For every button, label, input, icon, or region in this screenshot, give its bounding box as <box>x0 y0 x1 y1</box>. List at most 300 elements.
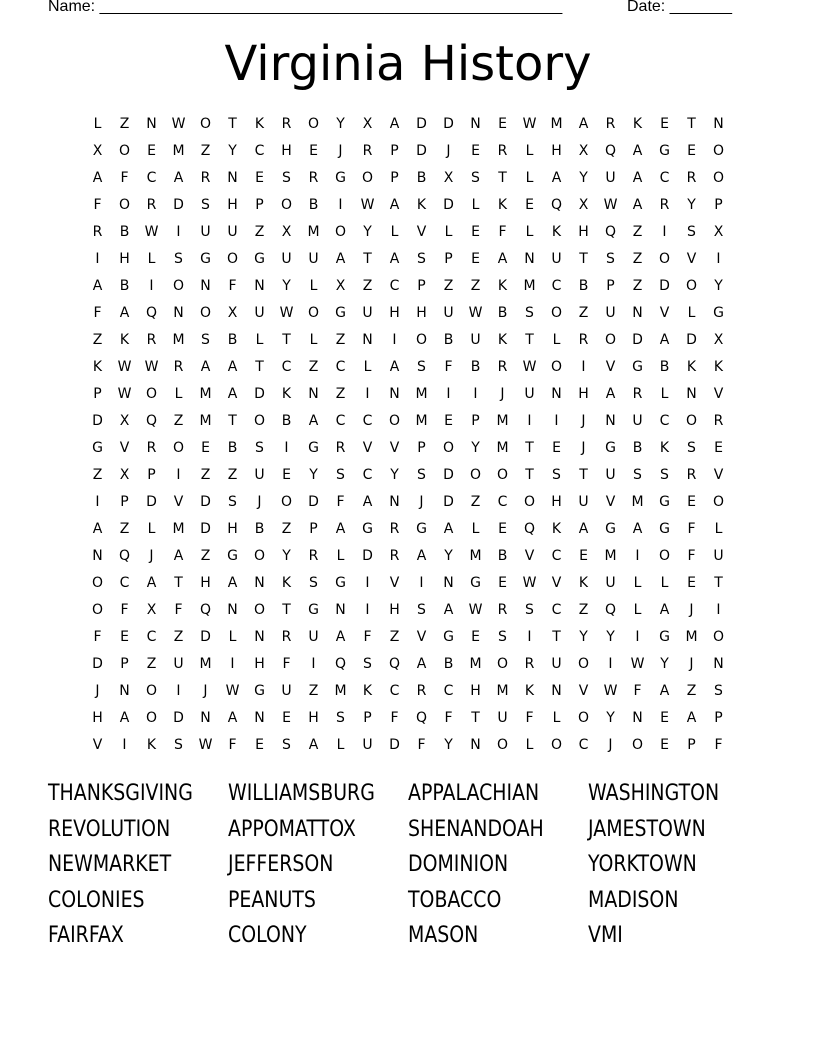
grid-letter: V <box>119 440 130 456</box>
grid-letter: R <box>146 332 157 348</box>
grid-letter: E <box>579 548 588 564</box>
grid-letter: O <box>550 305 563 321</box>
grid-letter: E <box>120 629 129 645</box>
letter-grid <box>84 113 732 761</box>
grid-letter: P <box>471 413 480 429</box>
grid-letter: Y <box>660 656 669 672</box>
grid-letter: L <box>309 332 318 348</box>
grid-letter: H <box>308 710 319 726</box>
grid-letter: J <box>338 143 343 159</box>
grid-letter: R <box>92 224 103 240</box>
grid-letter: M <box>469 656 482 672</box>
grid-letter: B <box>227 332 238 348</box>
grid-letter: Q <box>334 656 347 672</box>
grid-letter: Z <box>578 305 589 321</box>
grid-letter: A <box>578 521 589 537</box>
word-list-item: REVOLUTION <box>48 816 171 842</box>
grid-letter: A <box>335 251 346 267</box>
grid-letter: O <box>523 494 536 510</box>
grid-letter: T <box>552 629 561 645</box>
grid-letter: F <box>390 710 399 726</box>
word-list-item: MASON <box>408 923 479 949</box>
grid-letter: S <box>417 251 426 267</box>
grid-letter: Y <box>336 116 345 132</box>
grid-letter: O <box>118 197 131 213</box>
grid-letter: W <box>117 359 132 375</box>
grid-letter: H <box>389 602 400 618</box>
grid-letter: R <box>308 170 319 186</box>
grid-letter: E <box>282 710 291 726</box>
grid-letter: D <box>686 332 697 348</box>
grid-letter: O <box>307 116 320 132</box>
grid-row <box>84 302 732 329</box>
grid-letter: A <box>362 494 373 510</box>
grid-letter: M <box>172 521 185 537</box>
grid-letter: Z <box>335 332 346 348</box>
grid-letter: M <box>199 413 212 429</box>
grid-letter: F <box>687 548 696 564</box>
grid-letter: M <box>172 143 185 159</box>
grid-letter: Y <box>606 629 615 645</box>
grid-letter: O <box>307 305 320 321</box>
grid-letter: Z <box>632 251 643 267</box>
grid-letter: B <box>659 359 670 375</box>
grid-letter: F <box>93 197 102 213</box>
grid-letter: K <box>254 116 265 132</box>
grid-letter: P <box>255 197 264 213</box>
grid-letter: O <box>712 494 725 510</box>
grid-letter: M <box>307 224 320 240</box>
grid-letter: O <box>631 737 644 753</box>
grid-letter: G <box>443 629 454 645</box>
grid-letter: G <box>713 305 724 321</box>
grid-letter: R <box>146 197 157 213</box>
grid-letter: G <box>308 440 319 456</box>
grid-letter: M <box>172 332 185 348</box>
grid-letter: L <box>390 224 399 240</box>
grid-letter: Z <box>470 494 481 510</box>
grid-letter: P <box>444 251 453 267</box>
grid-row <box>84 545 732 572</box>
grid-row <box>84 329 732 356</box>
grid-letter: S <box>282 170 291 186</box>
grid-letter: J <box>689 656 694 672</box>
grid-letter: Z <box>308 683 319 699</box>
grid-letter: O <box>550 737 563 753</box>
grid-letter: E <box>660 710 669 726</box>
grid-letter: K <box>281 386 292 402</box>
grid-letter: C <box>119 575 130 591</box>
grid-letter: S <box>417 467 426 483</box>
grid-letter: K <box>578 575 589 591</box>
grid-letter: O <box>388 413 401 429</box>
grid-letter: M <box>415 413 428 429</box>
grid-letter: C <box>362 467 373 483</box>
grid-letter: E <box>444 413 453 429</box>
grid-row <box>84 113 732 140</box>
grid-row <box>84 221 732 248</box>
grid-letter: O <box>145 386 158 402</box>
grid-letter: N <box>308 386 319 402</box>
grid-letter: A <box>632 170 643 186</box>
grid-letter: L <box>714 521 723 537</box>
grid-letter: Y <box>282 278 291 294</box>
grid-letter: B <box>227 440 238 456</box>
grid-letter: C <box>146 629 157 645</box>
grid-letter: U <box>605 305 616 321</box>
grid-letter: P <box>120 656 129 672</box>
grid-letter: G <box>308 602 319 618</box>
grid-letter: N <box>254 710 265 726</box>
grid-row <box>84 194 732 221</box>
grid-letter: L <box>633 575 642 591</box>
grid-letter: M <box>685 629 698 645</box>
grid-letter: H <box>92 710 103 726</box>
grid-letter: V <box>605 494 616 510</box>
grid-letter: N <box>551 386 562 402</box>
grid-letter: I <box>635 548 640 564</box>
grid-letter: O <box>496 656 509 672</box>
grid-letter: J <box>581 440 586 456</box>
word-list-item: NEWMARKET <box>48 852 172 878</box>
grid-letter: W <box>630 656 645 672</box>
word-list-item: FAIRFAX <box>48 923 124 949</box>
grid-letter: N <box>551 683 562 699</box>
grid-letter: P <box>714 710 723 726</box>
grid-letter: Y <box>444 548 453 564</box>
grid-letter: G <box>659 629 670 645</box>
grid-letter: Q <box>388 656 401 672</box>
word-list-item: VMI <box>588 923 623 949</box>
grid-letter: N <box>470 737 481 753</box>
grid-letter: G <box>605 440 616 456</box>
grid-letter: D <box>200 521 211 537</box>
grid-letter: U <box>578 494 589 510</box>
grid-row <box>84 410 732 437</box>
grid-letter: F <box>363 629 372 645</box>
grid-letter: U <box>254 305 265 321</box>
grid-letter: G <box>470 575 481 591</box>
grid-letter: S <box>687 224 696 240</box>
grid-letter: A <box>308 413 319 429</box>
grid-letter: G <box>200 251 211 267</box>
grid-letter: V <box>92 737 103 753</box>
grid-letter: S <box>417 359 426 375</box>
grid-letter: D <box>200 494 211 510</box>
grid-letter: N <box>119 683 130 699</box>
grid-letter: C <box>281 359 292 375</box>
grid-letter: Q <box>604 224 617 240</box>
grid-letter: V <box>416 224 427 240</box>
grid-letter: H <box>578 386 589 402</box>
grid-letter: C <box>335 359 346 375</box>
grid-letter: W <box>225 683 240 699</box>
grid-letter: A <box>146 575 157 591</box>
grid-letter: I <box>527 413 532 429</box>
word-list-item: MADISON <box>588 887 679 913</box>
grid-letter: Z <box>173 413 184 429</box>
word-list-item: COLONIES <box>48 887 145 913</box>
grid-letter: L <box>174 386 183 402</box>
grid-letter: F <box>282 656 291 672</box>
grid-letter: D <box>92 413 103 429</box>
grid-letter: J <box>581 413 586 429</box>
grid-letter: Q <box>523 521 536 537</box>
grid-letter: Y <box>444 737 453 753</box>
grid-letter: C <box>497 494 508 510</box>
grid-letter: I <box>392 332 397 348</box>
grid-letter: O <box>253 548 266 564</box>
grid-row <box>84 653 732 680</box>
grid-letter: N <box>362 332 373 348</box>
grid-letter: A <box>92 521 103 537</box>
grid-letter: T <box>282 602 291 618</box>
grid-letter: S <box>417 602 426 618</box>
grid-letter: A <box>389 197 400 213</box>
grid-letter: Z <box>686 683 697 699</box>
grid-letter: D <box>92 656 103 672</box>
grid-letter: L <box>552 710 561 726</box>
grid-letter: F <box>444 359 453 375</box>
grid-letter: Y <box>363 224 372 240</box>
grid-letter: M <box>496 413 509 429</box>
grid-letter: A <box>119 710 130 726</box>
grid-row <box>84 734 732 761</box>
grid-letter: H <box>119 251 130 267</box>
grid-letter: C <box>551 548 562 564</box>
grid-letter: K <box>551 224 562 240</box>
grid-letter: Y <box>471 440 480 456</box>
grid-letter: M <box>415 386 428 402</box>
grid-row <box>84 491 732 518</box>
grid-letter: F <box>93 629 102 645</box>
grid-letter: Z <box>470 278 481 294</box>
grid-letter: O <box>334 224 347 240</box>
grid-letter: A <box>227 386 238 402</box>
grid-letter: F <box>336 494 345 510</box>
grid-letter: T <box>579 467 588 483</box>
grid-letter: N <box>92 548 103 564</box>
grid-letter: W <box>603 683 618 699</box>
grid-letter: K <box>146 737 157 753</box>
grid-letter: P <box>147 467 156 483</box>
grid-letter: T <box>687 116 696 132</box>
grid-letter: U <box>605 467 616 483</box>
grid-letter: C <box>389 683 400 699</box>
grid-letter: L <box>552 332 561 348</box>
grid-letter: Z <box>281 521 292 537</box>
grid-letter: Z <box>200 143 211 159</box>
grid-letter: Q <box>199 602 212 618</box>
grid-letter: N <box>254 629 265 645</box>
grid-letter: X <box>578 143 589 159</box>
grid-letter: N <box>389 494 400 510</box>
grid-letter: R <box>632 386 643 402</box>
grid-letter: W <box>171 116 186 132</box>
grid-letter: F <box>525 710 534 726</box>
grid-letter: U <box>227 224 238 240</box>
grid-letter: Z <box>308 359 319 375</box>
grid-letter: A <box>173 170 184 186</box>
grid-letter: L <box>336 548 345 564</box>
grid-letter: F <box>687 521 696 537</box>
grid-letter: H <box>551 494 562 510</box>
grid-letter: X <box>119 413 130 429</box>
grid-letter: O <box>145 710 158 726</box>
grid-letter: I <box>176 467 181 483</box>
grid-letter: U <box>551 251 562 267</box>
grid-letter: S <box>660 467 669 483</box>
grid-letter: C <box>254 143 265 159</box>
grid-letter: A <box>92 278 103 294</box>
grid-letter: N <box>713 656 724 672</box>
grid-letter: F <box>417 737 426 753</box>
grid-letter: C <box>551 278 562 294</box>
grid-letter: J <box>257 494 262 510</box>
grid-letter: F <box>120 602 129 618</box>
grid-letter: Z <box>362 278 373 294</box>
grid-letter: Z <box>578 602 589 618</box>
grid-letter: W <box>198 737 213 753</box>
grid-letter: B <box>308 197 319 213</box>
grid-letter: G <box>605 521 616 537</box>
grid-letter: D <box>443 467 454 483</box>
grid-letter: R <box>497 143 508 159</box>
grid-letter: D <box>416 116 427 132</box>
grid-letter: L <box>147 521 156 537</box>
grid-letter: L <box>525 737 534 753</box>
grid-letter: D <box>443 197 454 213</box>
grid-letter: H <box>470 683 481 699</box>
grid-letter: L <box>336 737 345 753</box>
grid-letter: B <box>443 656 454 672</box>
grid-letter: J <box>608 737 613 753</box>
grid-letter: I <box>149 278 154 294</box>
grid-letter: Z <box>146 656 157 672</box>
grid-letter: G <box>254 683 265 699</box>
grid-letter: Q <box>550 197 563 213</box>
grid-letter: W <box>144 359 159 375</box>
grid-letter: H <box>578 224 589 240</box>
grid-letter: B <box>470 359 481 375</box>
grid-letter: X <box>227 305 238 321</box>
grid-letter: L <box>93 116 102 132</box>
grid-letter: A <box>632 521 643 537</box>
grid-letter: C <box>335 413 346 429</box>
grid-letter: A <box>389 116 400 132</box>
grid-letter: H <box>281 143 292 159</box>
grid-letter: A <box>227 575 238 591</box>
grid-letter: A <box>632 197 643 213</box>
grid-letter: T <box>714 575 723 591</box>
grid-letter: H <box>389 305 400 321</box>
grid-letter: I <box>365 575 370 591</box>
grid-letter: I <box>311 656 316 672</box>
grid-letter: Q <box>145 305 158 321</box>
grid-letter: R <box>497 602 508 618</box>
grid-letter: I <box>284 440 289 456</box>
word-list-item: TOBACCO <box>408 887 502 913</box>
grid-letter: F <box>444 710 453 726</box>
grid-letter: G <box>335 575 346 591</box>
grid-letter: E <box>498 575 507 591</box>
grid-letter: E <box>498 116 507 132</box>
grid-letter: D <box>443 116 454 132</box>
grid-row <box>84 518 732 545</box>
grid-letter: O <box>469 467 482 483</box>
word-list-item: WASHINGTON <box>588 781 720 806</box>
grid-row <box>84 464 732 491</box>
grid-letter: E <box>282 467 291 483</box>
grid-letter: A <box>443 521 454 537</box>
grid-letter: K <box>686 359 697 375</box>
grid-letter: R <box>335 440 346 456</box>
grid-letter: I <box>95 494 100 510</box>
grid-letter: S <box>309 575 318 591</box>
grid-letter: S <box>687 440 696 456</box>
grid-row <box>84 599 732 626</box>
grid-letter: S <box>525 602 534 618</box>
grid-letter: G <box>227 548 238 564</box>
grid-letter: T <box>228 413 237 429</box>
grid-letter: M <box>199 386 212 402</box>
grid-letter: C <box>551 602 562 618</box>
grid-letter: O <box>685 278 698 294</box>
grid-letter: R <box>497 359 508 375</box>
grid-letter: Z <box>443 278 454 294</box>
grid-letter: O <box>199 305 212 321</box>
grid-letter: A <box>389 359 400 375</box>
grid-letter: B <box>443 332 454 348</box>
grid-letter: G <box>335 305 346 321</box>
grid-letter: Q <box>145 413 158 429</box>
grid-letter: A <box>416 548 427 564</box>
grid-row <box>84 248 732 275</box>
grid-row <box>84 626 732 653</box>
grid-letter: E <box>471 629 480 645</box>
grid-letter: A <box>497 251 508 267</box>
grid-letter: K <box>497 278 508 294</box>
grid-letter: I <box>446 386 451 402</box>
grid-letter: V <box>659 305 670 321</box>
grid-letter: M <box>334 683 347 699</box>
grid-letter: Q <box>604 143 617 159</box>
grid-letter: M <box>496 683 509 699</box>
grid-letter: A <box>119 305 130 321</box>
grid-letter: U <box>713 548 724 564</box>
grid-letter: E <box>471 224 480 240</box>
grid-row <box>84 383 732 410</box>
grid-letter: O <box>253 602 266 618</box>
grid-letter: Z <box>119 521 130 537</box>
date-field-label: Date: _______ <box>627 0 732 15</box>
grid-row <box>84 572 732 599</box>
grid-letter: P <box>417 440 426 456</box>
grid-letter: Q <box>604 602 617 618</box>
grid-letter: U <box>605 575 616 591</box>
grid-letter: N <box>227 602 238 618</box>
grid-letter: Z <box>389 629 400 645</box>
grid-letter: U <box>200 224 211 240</box>
grid-letter: U <box>497 710 508 726</box>
grid-letter: R <box>416 683 427 699</box>
grid-letter: U <box>551 656 562 672</box>
grid-letter: I <box>338 197 343 213</box>
grid-letter: V <box>416 629 427 645</box>
grid-letter: Z <box>335 386 346 402</box>
grid-letter: B <box>416 170 427 186</box>
grid-letter: K <box>524 683 535 699</box>
